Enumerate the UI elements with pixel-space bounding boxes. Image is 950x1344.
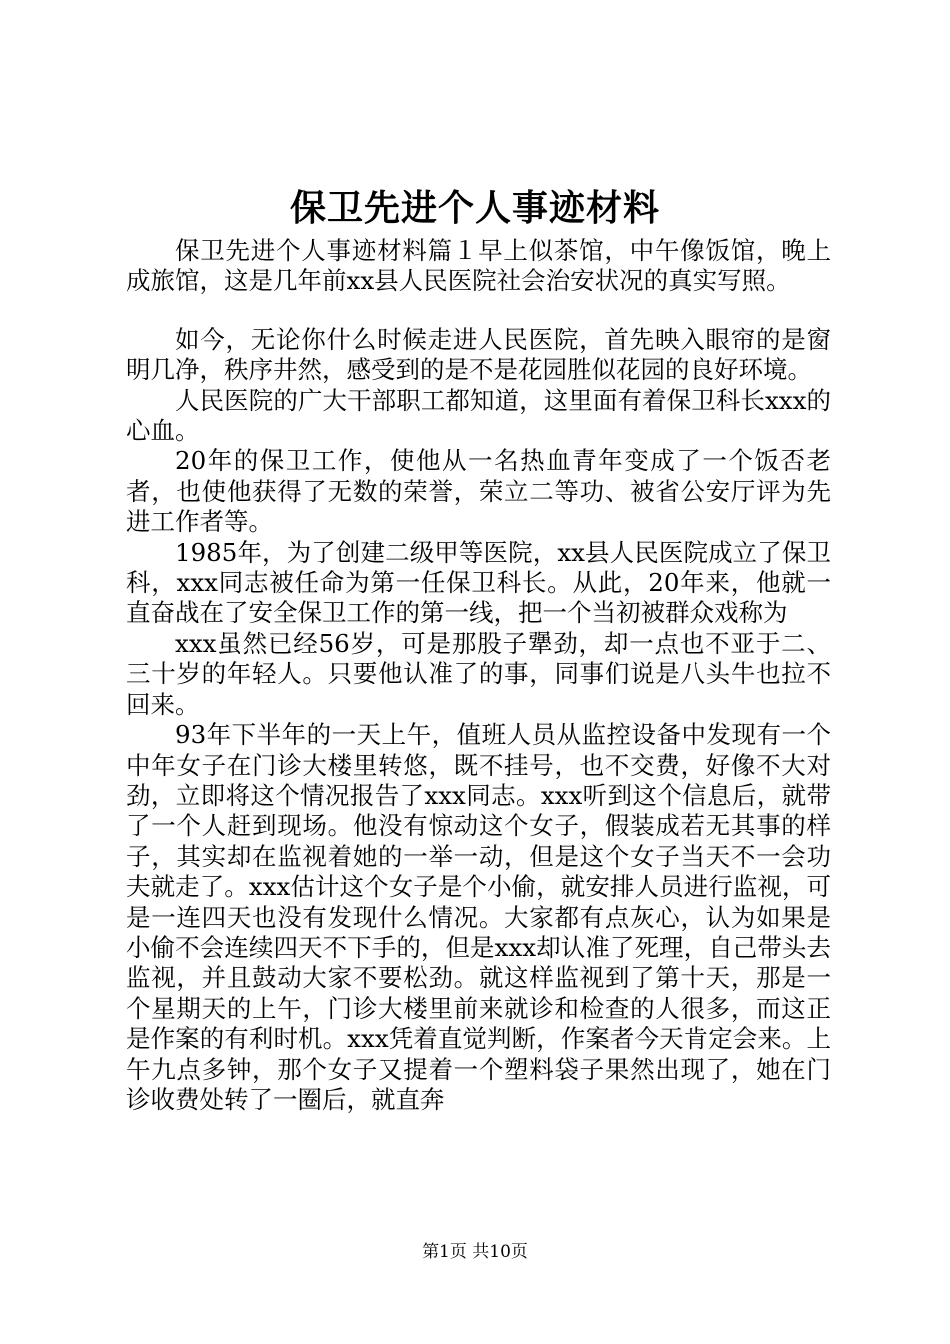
page-footer: 第1页 共10页 — [422, 1242, 528, 1262]
paragraph-5: 1985年，为了创建二级甲等医院，xx县人民医院成立了保卫科，xxx同志被任命为第一任保卫科长。从此，20年来，他就一直奋战在了安全保卫工作的第一线，把一个当初被群众戏称为 — [126, 537, 831, 628]
paragraph-6: xxx虽然已经56岁，可是那股子犟劲，却一点也不亚于二、三十岁的年轻人。只要他认准了的事，同事们说是八头牛也拉不回来。 — [126, 628, 831, 719]
paragraph-1: 保卫先进个人事迹材料篇１早上似茶馆，中午像饭馆，晚上成旅馆，这是几年前xx县人民医院社会治安状况的真实写照。 — [126, 236, 831, 296]
paragraph-2: 如今，无论你什么时候走进人民医院，首先映入眼帘的是窗明几净，秩序井然，感受到的是不是花园胜似花园的良好环境。 — [126, 324, 831, 385]
document-body — [126, 236, 831, 1115]
paragraph-3: 人民医院的广大干部职工都知道，这里面有着保卫科长xxx的心血。 — [126, 385, 831, 446]
paragraph-4: 20年的保卫工作，使他从一名热血青年变成了一个饭否老者，也使他获得了无数的荣誉，荣立二等功、被省公安厅评为先进工作者等。 — [126, 446, 831, 537]
paragraph-7: 93年下半年的一天上午，值班人员从监控设备中发现有一个中年女子在门诊大楼里转悠，既不挂号，也不交费，好像不大对劲，立即将这个情况报告了xxx同志。xxx听到这个信息后，就带了一个人赶到现场。他没有惊动这个女子，假装成若无其事的样子，其实却在监视着她的一举一动，但是这个女子当天不一会功夫就走了。xxx估计这个女子是个小偷，就安排人员进行监视，可是一连四天也没有发现什么情况。大家都有点灰心，认为如果是小偷不会连续四天不下手的，但是xxx却认准了死理，自己带头去监视，并且鼓动大家不要松劲。就这样监视到了第十天，那是一个星期天的上午，门诊大楼里前来就诊和检查的人很多，而这正是作案的有利时机。xxx凭着直觉判断，作案者今天肯定会来。上午九点多钟，那个女子又提着一个塑料袋子果然出现了，她在门诊收费处转了一圈后，就直奔 — [126, 720, 831, 1114]
document-title: 保卫先进个人事迹材料 — [289, 187, 660, 229]
